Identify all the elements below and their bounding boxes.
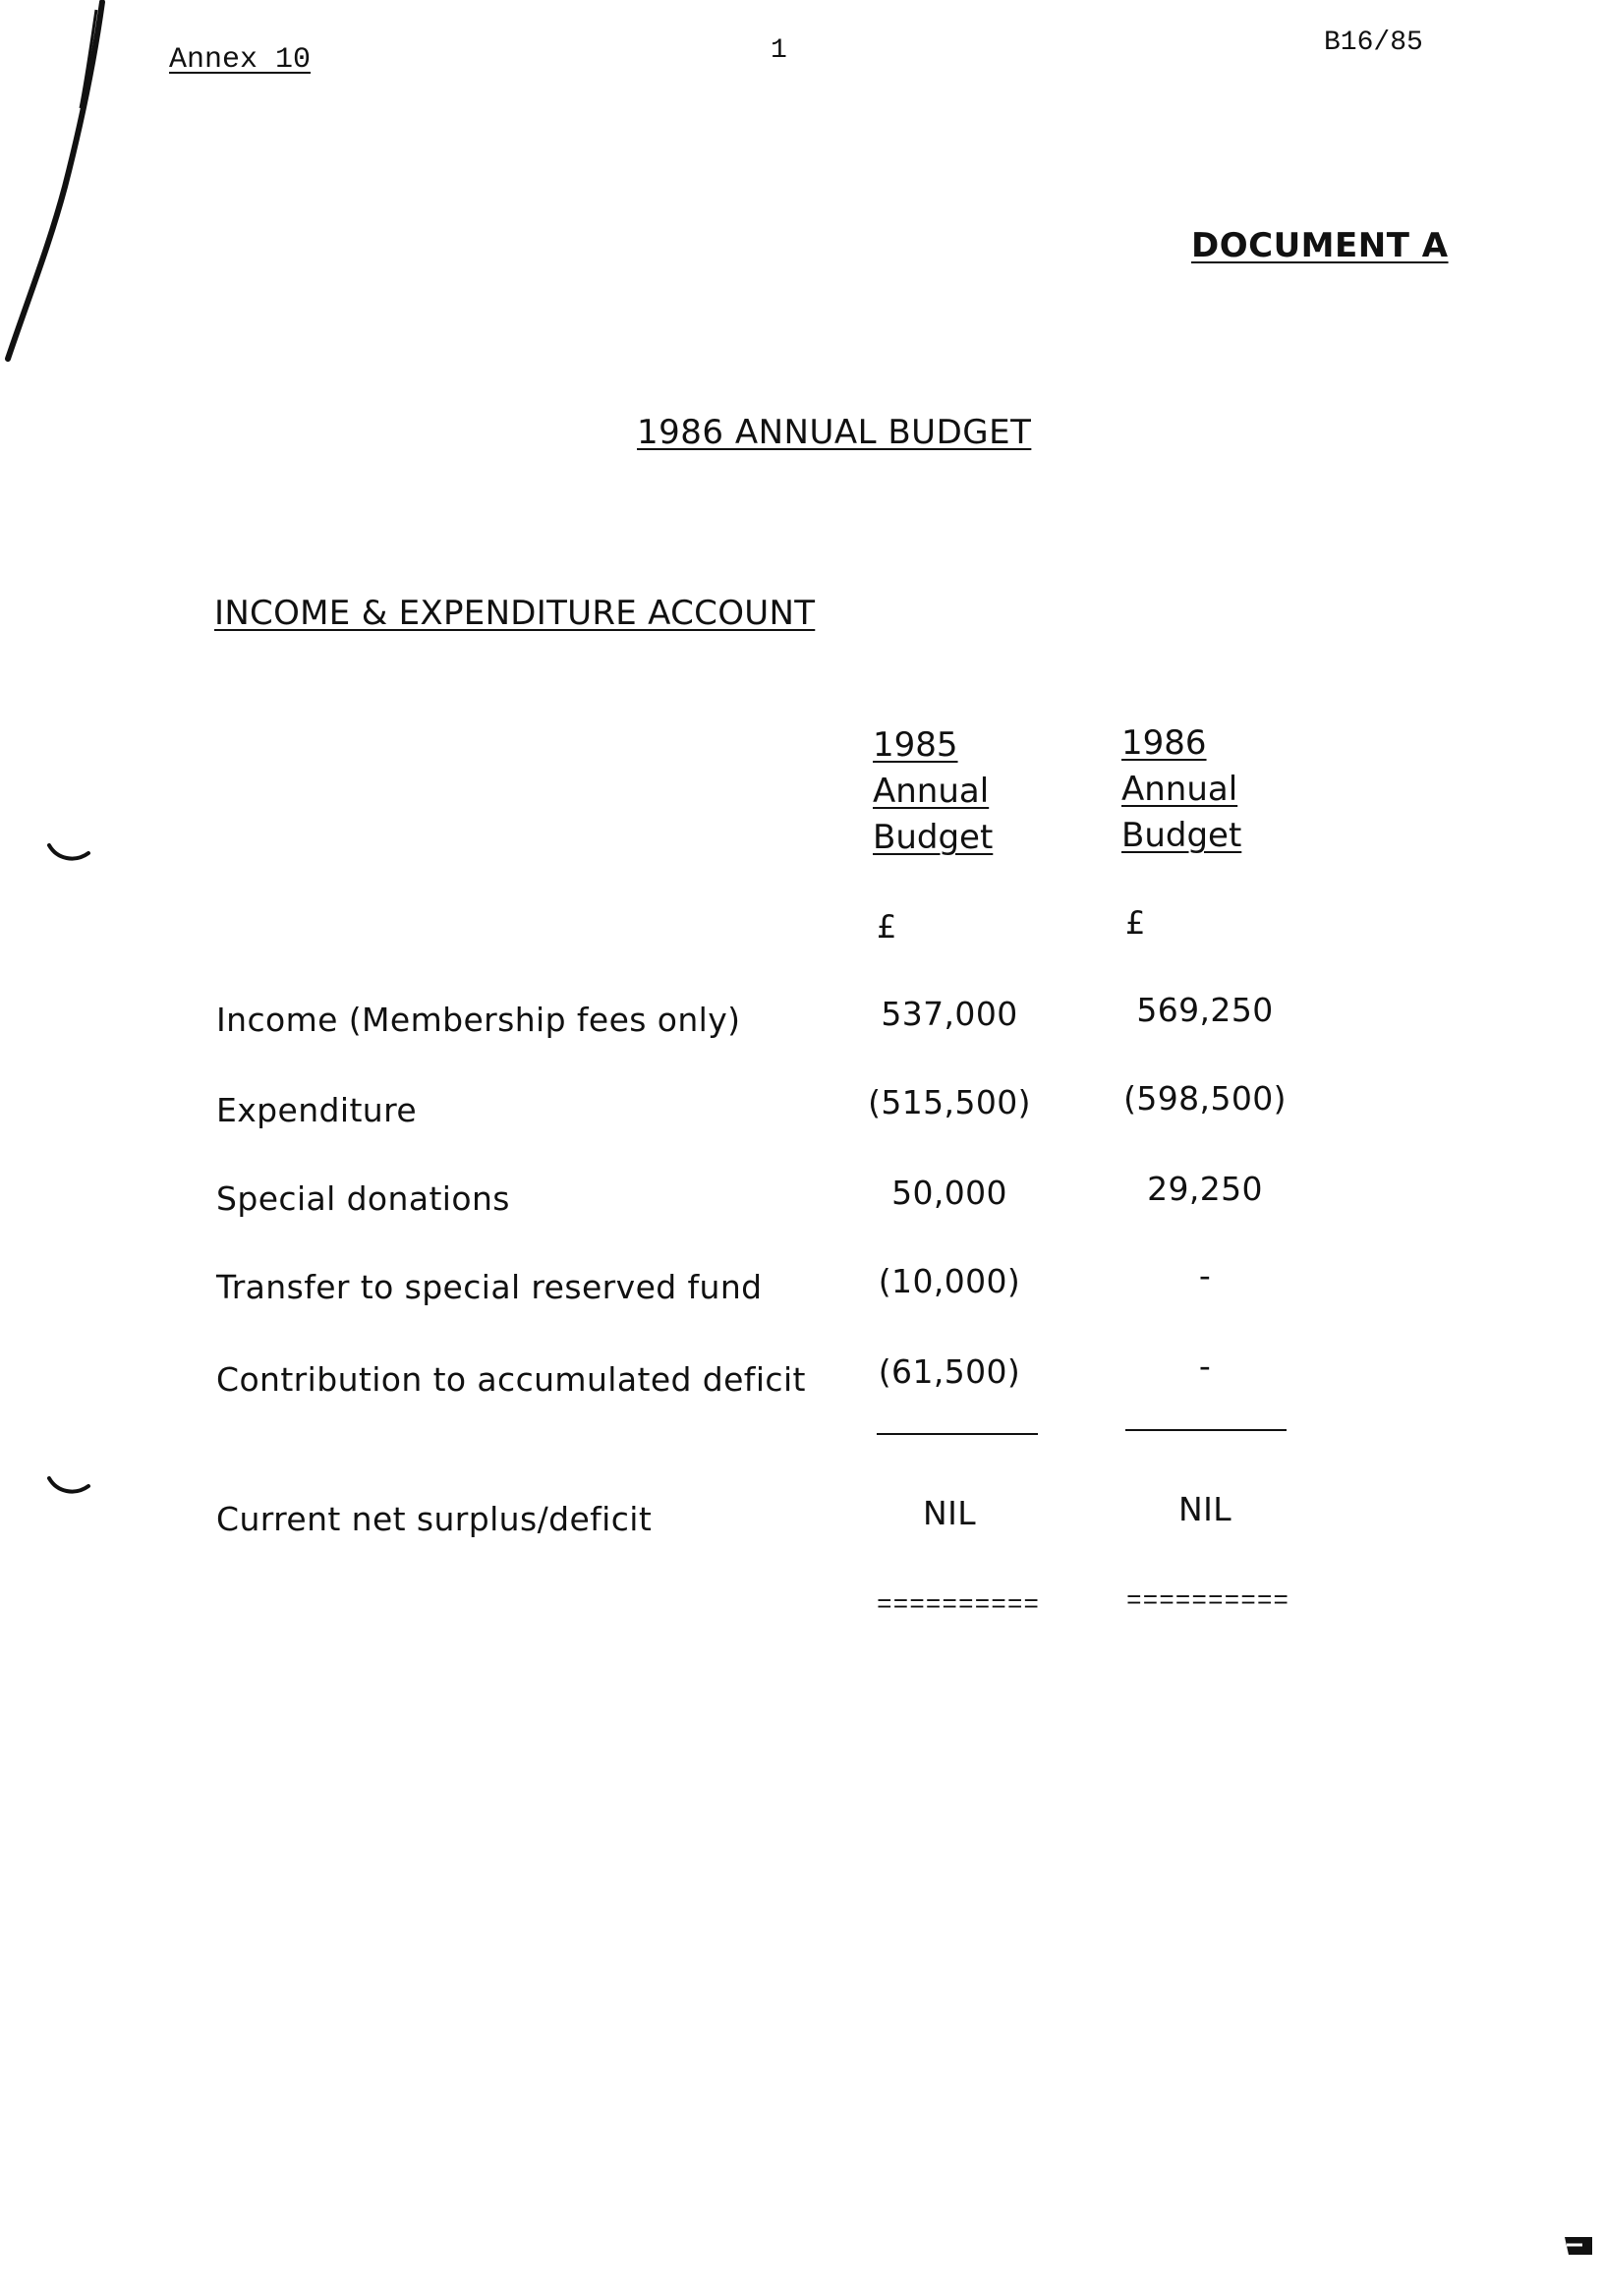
column-header-1985 [873,722,993,861]
value-contribution-1985: (61,500) [878,1352,1021,1391]
value-income-1986: 569,250 [1136,991,1274,1029]
value-transfer-1986: - [1198,1256,1212,1294]
margin-check-mark [47,1474,92,1498]
row-label-special-donations: Special donations [216,1179,510,1218]
document-label: DOCUMENT A [1191,226,1449,265]
row-label-total: Current net surplus/deficit [216,1500,653,1538]
value-donations-1986: 29,250 [1147,1170,1263,1208]
row-label-contribution: Contribution to accumulated deficit [216,1360,806,1399]
subtotal-rule [877,1433,1038,1435]
annex-label: Annex 10 [169,43,312,77]
margin-check-mark [47,841,92,865]
currency-symbol: £ [877,908,897,946]
column-subtitle: Annual [873,772,990,811]
value-income-1985: 537,000 [881,995,1018,1033]
value-expenditure-1985: (515,500) [868,1083,1031,1121]
value-expenditure-1986: (598,500) [1123,1079,1287,1118]
column-year: 1985 [873,725,958,765]
double-rule: ========== [877,1590,1041,1620]
value-total-1985: NIL [922,1494,976,1532]
currency-symbol: £ [1125,904,1146,942]
corner-mark [1563,2229,1598,2257]
section-title: INCOME & EXPENDITURE ACCOUNT [214,594,816,633]
value-contribution-1986: - [1198,1347,1212,1385]
row-label-income: Income (Membership fees only) [216,1001,741,1039]
subtotal-rule [1125,1429,1287,1431]
row-label-transfer: Transfer to special reserved fund [216,1268,763,1306]
column-subtitle: Budget [873,818,994,857]
double-rule: ========== [1126,1586,1290,1616]
value-donations-1985: 50,000 [891,1174,1007,1212]
page-title: 1986 ANNUAL BUDGET [637,413,1032,452]
document-reference: B16/85 [1324,28,1423,58]
row-label-expenditure: Expenditure [216,1091,418,1129]
column-year: 1986 [1121,723,1207,763]
value-transfer-1985: (10,000) [878,1262,1021,1300]
value-total-1986: NIL [1177,1490,1232,1528]
margin-pen-stroke [0,0,138,373]
column-header-1986 [1121,720,1241,859]
page-number: 1 [771,35,787,66]
column-subtitle: Annual [1121,770,1238,809]
column-subtitle: Budget [1121,816,1242,855]
